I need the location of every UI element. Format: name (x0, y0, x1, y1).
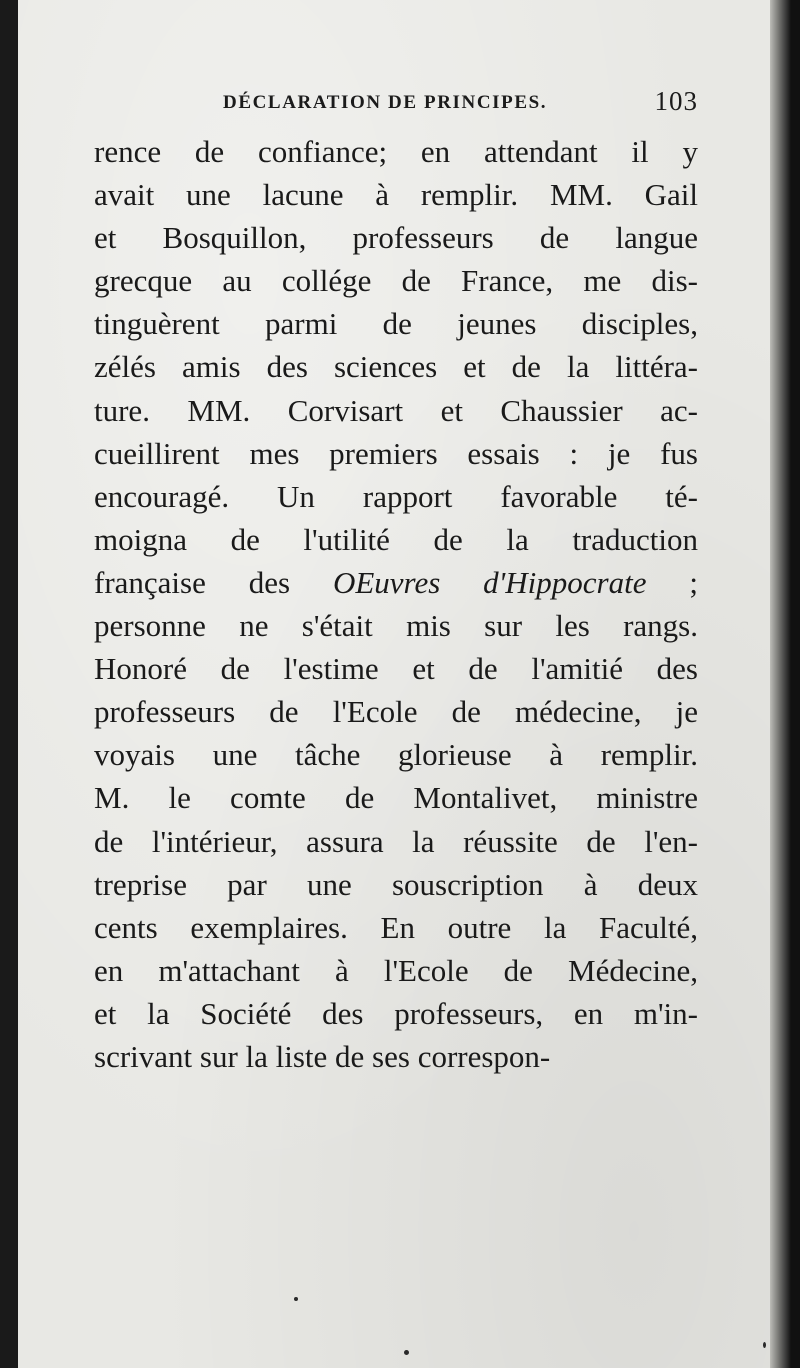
text-line (94, 345, 698, 388)
text-line (94, 130, 698, 173)
text-line-content: ture. MM. Corvisart et Chaussier ac- (94, 392, 698, 428)
book-page (18, 0, 788, 1368)
text-line (94, 906, 698, 949)
body-text (94, 130, 698, 1078)
text-line-content: moigna de l'utilité de la traduction (94, 521, 698, 557)
text-line-content: grecque au collége de France, me dis- (94, 263, 698, 299)
italic-title: OEuvres d'Hippocrate (332, 564, 647, 600)
text-line (94, 259, 698, 302)
text-line-content: rence de confiance; en attendant il y (94, 134, 698, 169)
paper-speck (294, 1297, 298, 1301)
text-line-content: Honoré de l'estime et de l'amitié des (94, 651, 698, 687)
text-line (94, 475, 698, 518)
text-line (94, 733, 698, 776)
text-line-content: française des (94, 564, 333, 600)
text-line-content: zélés amis des sciences et de la littéra- (94, 349, 698, 385)
text-line-content: professeurs de l'Ecole de médecine, je (94, 694, 698, 730)
text-line-content: et la Société des professeurs, en m'in- (94, 995, 698, 1031)
paper-speck (404, 1350, 409, 1355)
text-line (94, 389, 698, 432)
text-line (94, 820, 698, 863)
text-line (94, 647, 698, 690)
text-line (94, 863, 698, 906)
text-line-content: encouragé. Un rapport favorable té- (94, 478, 698, 514)
text-line-content: cents exemplaires. En outre la Faculté, (94, 909, 698, 945)
running-title: DÉCLARATION DE PRINCIPES. (223, 92, 548, 113)
text-line-content: et Bosquillon, professeurs de langue (94, 220, 698, 256)
text-line (94, 216, 698, 259)
page-header (223, 86, 703, 120)
text-line (94, 432, 698, 475)
text-line-content: cueillirent mes premiers essais : je fus (94, 435, 698, 471)
text-line-content: en m'attachant à l'Ecole de Médecine, (94, 952, 698, 988)
page-number: 103 (654, 86, 698, 116)
text-line (94, 518, 698, 561)
text-line (94, 992, 698, 1035)
text-line-content: personne ne s'était mis sur les rangs. (94, 608, 698, 644)
text-line-content: avait une lacune à remplir. MM. Gail (94, 177, 698, 213)
text-line-content: treprise par une souscription à deux (94, 866, 698, 902)
text-line-content: scrivant sur la liste de ses correspon- (94, 1038, 551, 1074)
paper-speck (763, 1342, 766, 1348)
text-line (94, 561, 698, 604)
text-line (94, 1035, 698, 1078)
text-line-content: M. le comte de Montalivet, ministre (94, 780, 698, 816)
text-line-content: tinguèrent parmi de jeunes disciples, (94, 306, 698, 342)
text-line (94, 690, 698, 733)
text-line (94, 776, 698, 819)
text-line (94, 604, 698, 647)
text-line (94, 302, 698, 345)
text-line-content: de l'intérieur, assura la réussite de l'en- (94, 823, 698, 859)
page-edge-shadow (770, 0, 800, 1368)
text-line-content: voyais une tâche glorieuse à remplir. (94, 737, 698, 773)
text-line (94, 949, 698, 992)
text-line (94, 173, 698, 216)
text-line-punctuation: ; (646, 564, 698, 600)
